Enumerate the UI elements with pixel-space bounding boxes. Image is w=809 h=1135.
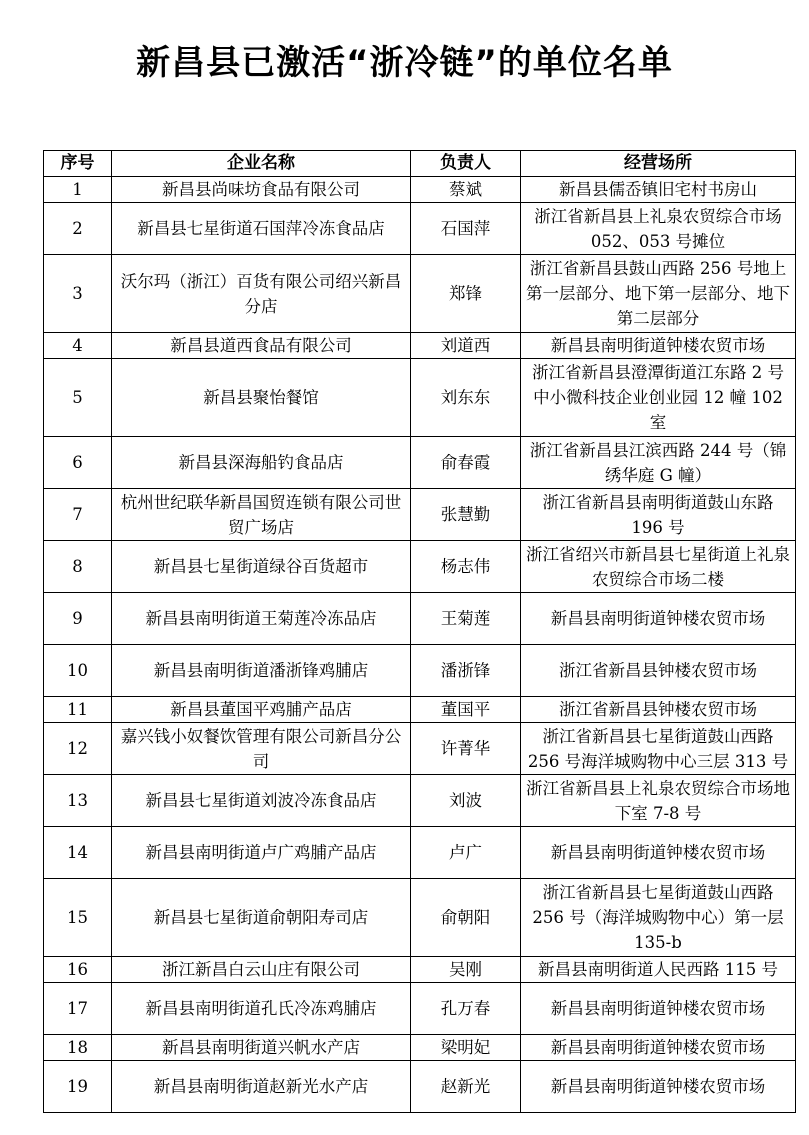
cell-serial-number: 19	[44, 1061, 112, 1113]
cell-business-location: 浙江省绍兴市新昌县七星街道上礼泉农贸综合市场二楼	[521, 541, 796, 593]
cell-company-name: 新昌县七星街道俞朝阳寿司店	[112, 879, 411, 957]
cell-person-in-charge: 刘波	[411, 775, 521, 827]
cell-business-location: 浙江省新昌县七星街道鼓山西路 256 号（海洋城购物中心）第一层 135-b	[521, 879, 796, 957]
cell-business-location: 新昌县南明街道钟楼农贸市场	[521, 827, 796, 879]
page-title: 新昌县已激活“浙冷链”的单位名单	[136, 43, 673, 83]
cell-business-location: 新昌县南明街道钟楼农贸市场	[521, 983, 796, 1035]
cell-company-name: 新昌县南明街道潘浙锋鸡脯店	[112, 645, 411, 697]
header-serial-number: 序号	[44, 151, 112, 177]
cell-business-location: 浙江省新昌县鼓山西路 256 号地上第一层部分、地下第一层部分、地下第二层部分	[521, 255, 796, 333]
cell-company-name: 新昌县董国平鸡脯产品店	[112, 697, 411, 723]
table-row	[44, 723, 796, 775]
cell-company-name: 新昌县道西食品有限公司	[112, 333, 411, 359]
cell-person-in-charge: 杨志伟	[411, 541, 521, 593]
table-row	[44, 983, 796, 1035]
cell-business-location: 浙江省新昌县上礼泉农贸综合市场地下室 7-8 号	[521, 775, 796, 827]
cell-serial-number: 16	[44, 957, 112, 983]
cell-company-name: 新昌县南明街道兴帆水产店	[112, 1035, 411, 1061]
cell-person-in-charge: 潘浙锋	[411, 645, 521, 697]
cell-company-name: 新昌县聚怡餐馆	[112, 359, 411, 437]
header-company-name: 企业名称	[112, 151, 411, 177]
table-row	[44, 879, 796, 957]
cell-serial-number: 7	[44, 489, 112, 541]
cell-business-location: 新昌县南明街道人民西路 115 号	[521, 957, 796, 983]
cell-person-in-charge: 蔡斌	[411, 177, 521, 203]
cell-person-in-charge: 刘东东	[411, 359, 521, 437]
cell-serial-number: 12	[44, 723, 112, 775]
cell-person-in-charge: 刘道西	[411, 333, 521, 359]
cell-business-location: 浙江省新昌县江滨西路 244 号（锦绣华庭 G 幢）	[521, 437, 796, 489]
cell-person-in-charge: 郑锋	[411, 255, 521, 333]
cell-serial-number: 1	[44, 177, 112, 203]
unit-list-table	[43, 150, 796, 1113]
table-row	[44, 645, 796, 697]
cell-person-in-charge: 吴刚	[411, 957, 521, 983]
table-row	[44, 437, 796, 489]
cell-person-in-charge: 张慧勤	[411, 489, 521, 541]
table-row	[44, 333, 796, 359]
cell-company-name: 新昌县南明街道卢广鸡脯产品店	[112, 827, 411, 879]
cell-business-location: 浙江省新昌县南明街道鼓山东路 196 号	[521, 489, 796, 541]
cell-business-location: 新昌县南明街道钟楼农贸市场	[521, 593, 796, 645]
cell-person-in-charge: 梁明妃	[411, 1035, 521, 1061]
cell-person-in-charge: 王菊莲	[411, 593, 521, 645]
cell-business-location: 新昌县南明街道钟楼农贸市场	[521, 333, 796, 359]
cell-business-location: 浙江省新昌县钟楼农贸市场	[521, 697, 796, 723]
cell-company-name: 新昌县南明街道孔氏冷冻鸡脯店	[112, 983, 411, 1035]
cell-company-name: 新昌县南明街道赵新光水产店	[112, 1061, 411, 1113]
cell-person-in-charge: 石国萍	[411, 203, 521, 255]
cell-company-name: 新昌县七星街道石国萍冷冻食品店	[112, 203, 411, 255]
cell-serial-number: 5	[44, 359, 112, 437]
cell-business-location: 浙江省新昌县澄潭街道江东路 2 号中小微科技企业创业园 12 幢 102 室	[521, 359, 796, 437]
cell-company-name: 新昌县七星街道刘波冷冻食品店	[112, 775, 411, 827]
table-row	[44, 1035, 796, 1061]
table-row	[44, 827, 796, 879]
cell-serial-number: 4	[44, 333, 112, 359]
cell-company-name: 新昌县尚味坊食品有限公司	[112, 177, 411, 203]
cell-company-name: 嘉兴钱小奴餐饮管理有限公司新昌分公司	[112, 723, 411, 775]
cell-serial-number: 2	[44, 203, 112, 255]
cell-company-name: 杭州世纪联华新昌国贸连锁有限公司世贸广场店	[112, 489, 411, 541]
table-row	[44, 775, 796, 827]
cell-company-name: 新昌县七星街道绿谷百货超市	[112, 541, 411, 593]
table-row	[44, 957, 796, 983]
cell-serial-number: 10	[44, 645, 112, 697]
cell-serial-number: 8	[44, 541, 112, 593]
cell-business-location: 浙江省新昌县上礼泉农贸综合市场 052、053 号摊位	[521, 203, 796, 255]
table-row	[44, 593, 796, 645]
cell-person-in-charge: 孔万春	[411, 983, 521, 1035]
header-person-in-charge: 负责人	[411, 151, 521, 177]
cell-person-in-charge: 董国平	[411, 697, 521, 723]
cell-company-name: 新昌县南明街道王菊莲冷冻品店	[112, 593, 411, 645]
cell-company-name: 沃尔玛（浙江）百货有限公司绍兴新昌分店	[112, 255, 411, 333]
table-header-row	[44, 151, 796, 177]
cell-person-in-charge: 卢广	[411, 827, 521, 879]
table-row	[44, 359, 796, 437]
cell-business-location: 新昌县儒岙镇旧宅村书房山	[521, 177, 796, 203]
table-row	[44, 697, 796, 723]
cell-serial-number: 14	[44, 827, 112, 879]
cell-serial-number: 15	[44, 879, 112, 957]
cell-company-name: 新昌县深海船钓食品店	[112, 437, 411, 489]
cell-serial-number: 18	[44, 1035, 112, 1061]
table-row	[44, 489, 796, 541]
cell-person-in-charge: 俞春霞	[411, 437, 521, 489]
cell-serial-number: 17	[44, 983, 112, 1035]
cell-business-location: 新昌县南明街道钟楼农贸市场	[521, 1061, 796, 1113]
cell-person-in-charge: 俞朝阳	[411, 879, 521, 957]
table-row	[44, 203, 796, 255]
cell-serial-number: 3	[44, 255, 112, 333]
table-row	[44, 1061, 796, 1113]
table-row	[44, 177, 796, 203]
header-business-location: 经营场所	[521, 151, 796, 177]
table-row	[44, 255, 796, 333]
cell-person-in-charge: 赵新光	[411, 1061, 521, 1113]
cell-serial-number: 11	[44, 697, 112, 723]
table-row	[44, 541, 796, 593]
cell-business-location: 浙江省新昌县七星街道鼓山西路 256 号海洋城购物中心三层 313 号	[521, 723, 796, 775]
cell-serial-number: 6	[44, 437, 112, 489]
cell-serial-number: 9	[44, 593, 112, 645]
cell-serial-number: 13	[44, 775, 112, 827]
cell-business-location: 浙江省新昌县钟楼农贸市场	[521, 645, 796, 697]
cell-company-name: 浙江新昌白云山庄有限公司	[112, 957, 411, 983]
cell-business-location: 新昌县南明街道钟楼农贸市场	[521, 1035, 796, 1061]
cell-person-in-charge: 许菁华	[411, 723, 521, 775]
